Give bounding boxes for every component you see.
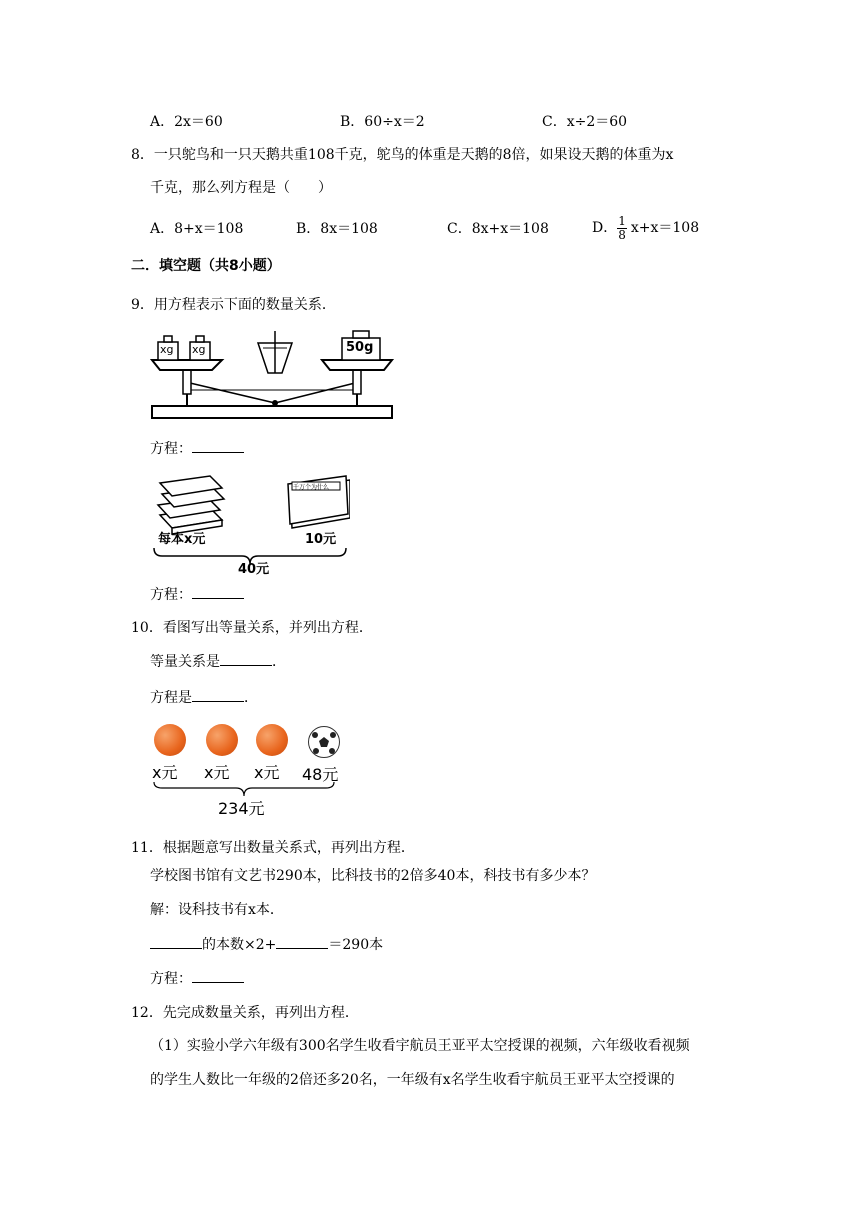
q10-relation-end: ．: [272, 654, 286, 670]
q10-equation-end: ．: [244, 690, 258, 706]
q10-equation-label: 方程是: [150, 690, 192, 706]
ball-price-label: x元: [204, 763, 230, 782]
q11-equation: [150, 968, 244, 989]
magazine-title: 千万个为什么: [293, 484, 330, 491]
books-total-label: 40元: [238, 562, 270, 577]
q12-paragraph-line1: （1）实验小学六年级有300名学生收看宇航员王亚平太空授课的视频，六年级收看视频: [150, 1038, 690, 1054]
section-heading: 二．填空题（共8小题）: [131, 258, 281, 274]
balls-figure: [150, 722, 350, 817]
fraction-denominator: 8: [618, 227, 626, 242]
q11-relation: [150, 934, 383, 955]
q8-option-d-suffix: x+x＝108: [630, 220, 700, 236]
q9-answer-blank-2[interactable]: [192, 584, 244, 599]
q7-option-a: A．2x＝60: [150, 114, 223, 130]
q11-relation-mid: 的本数×2+: [202, 937, 277, 953]
q10-relation-label: 等量关系是: [150, 654, 220, 670]
q7-option-c: C．x÷2＝60: [542, 114, 628, 130]
q8-line2: 千克，那么列方程是（ ）: [150, 180, 332, 196]
ball-price-label: x元: [152, 763, 178, 782]
q10-equation-blank[interactable]: [192, 687, 244, 702]
q9-equation-2: [150, 584, 244, 605]
q10-title: 10．看图写出等量关系，并列出方程．: [131, 620, 373, 636]
q9-equation-1-label: 方程：: [150, 441, 192, 457]
q9-title: 9．用方程表示下面的数量关系．: [131, 297, 336, 313]
weight-label-2: xg: [192, 343, 206, 356]
q8-option-d: [592, 212, 699, 244]
fraction: [617, 215, 627, 242]
q11-equation-label: 方程：: [150, 971, 192, 987]
weight-label-50g: 50g: [346, 340, 374, 355]
ball-price-label: x元: [254, 763, 280, 782]
ball-price-label: 48元: [302, 765, 339, 784]
q9-equation-2-label: 方程：: [150, 587, 192, 603]
q8-option-d-prefix: D．: [592, 220, 618, 236]
balance-scale-figure: [150, 328, 395, 423]
q8-option-a: A．8+x＝108: [150, 221, 244, 237]
q12-title: 12．先完成数量关系，再列出方程．: [131, 1005, 359, 1021]
q10-relation-blank[interactable]: [220, 651, 272, 666]
magazine-price-label: 10元: [305, 532, 337, 547]
q9-equation-1: [150, 438, 244, 459]
weight-label-1: xg: [160, 343, 174, 356]
q11-relation-end: ＝290本: [328, 937, 384, 953]
q9-answer-blank-1[interactable]: [192, 438, 244, 453]
q12-paragraph-line2: 的学生人数比一年级的2倍还多20名，一年级有x名学生收看宇航员王亚平太空授课的: [150, 1072, 675, 1088]
q11-blank-1[interactable]: [150, 934, 202, 949]
books-price-label: 每本x元: [158, 532, 206, 547]
q11-blank-2[interactable]: [276, 934, 328, 949]
balls-total-label: 234元: [218, 799, 265, 818]
q8-line1: 8．一只鸵鸟和一只天鹅共重108千克，鸵鸟的体重是天鹅的8倍，如果设天鹅的体重为x: [131, 147, 674, 163]
q11-equation-blank[interactable]: [192, 968, 244, 983]
q11-title: 11．根据题意写出数量关系式，再列出方程．: [131, 840, 415, 856]
fraction-numerator: 1: [618, 213, 626, 228]
q7-option-b: B．60÷x＝2: [340, 114, 425, 130]
q10-equation: [150, 687, 258, 708]
books-figure: [150, 470, 350, 575]
q8-option-b: B．8x＝108: [296, 221, 378, 237]
q11-problem: 学校图书馆有文艺书290本，比科技书的2倍多40本，科技书有多少本？: [150, 868, 596, 884]
q10-relation: [150, 651, 286, 672]
q11-solution: 解：设科技书有x本．: [150, 902, 284, 918]
q8-option-c: C．8x+x＝108: [447, 221, 549, 237]
